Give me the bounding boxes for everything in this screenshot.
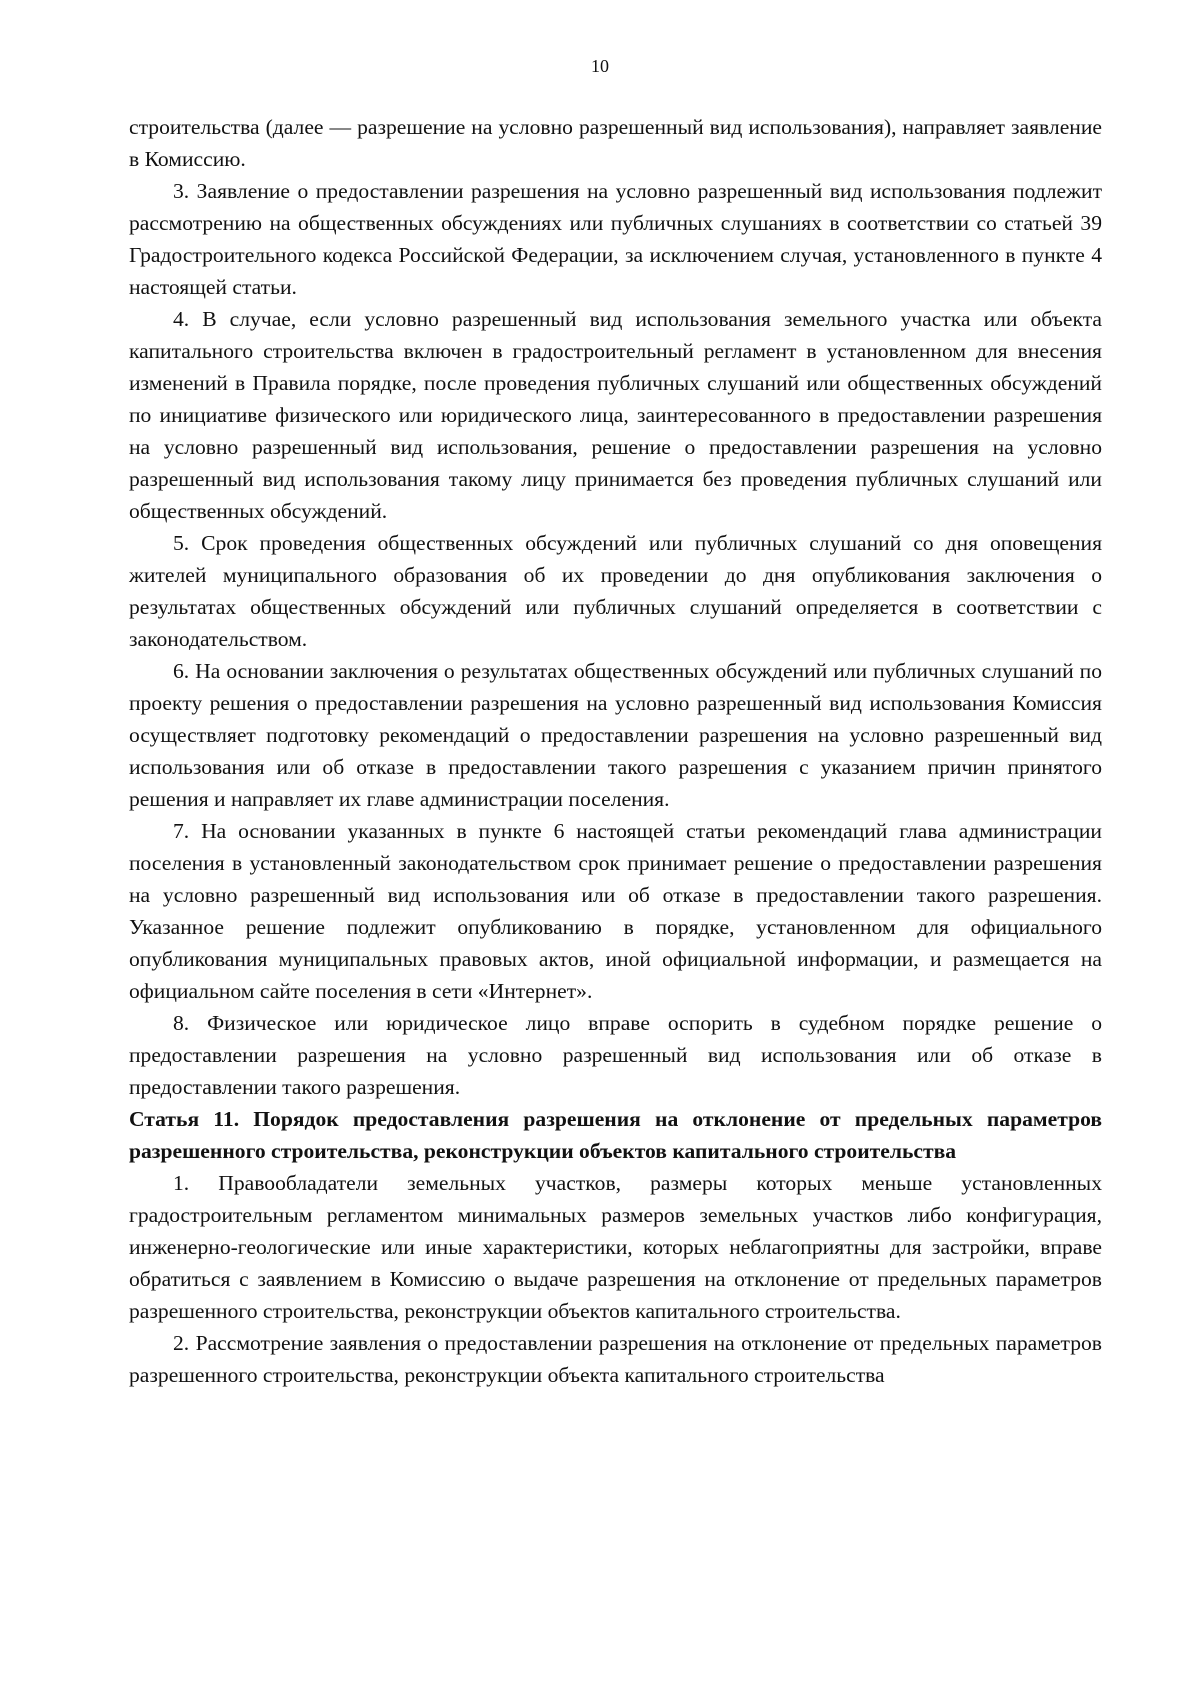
paragraph-item-4: 4. В случае, если условно разрешенный вид использования земельного участка или объекта капитального строительства включен в градостроительный регламент в установленном для внесения изменений в Правила порядке, после проведения публичных слушаний или общественных обсуждений по инициативе физического или юридического лица, заинтересованного в предоставлении разрешения на условно разрешенный вид использования, решение о предоставлении разрешения на условно разрешенный вид использования такому лицу принимается без проведения публичных слушаний или общественных обсуждений. (129, 307, 1102, 523)
paragraph-item-7: 7. На основании указанных в пункте 6 настоящей статьи рекомендаций глава администрации поселения в установленный законодательством срок принимает решение о предоставлении разрешения на условно разрешенный вид использования или об отказе в предоставлении такого разрешения. Указанное решение подлежит опубликованию в порядке, установленном для официального опубликования муниципальных правовых актов, иной официальной информации, и размещается на официальном сайте поселения в сети «Интернет». (129, 819, 1102, 1003)
paragraph-item-8: 8. Физическое или юридическое лицо вправе оспорить в судебном порядке решение о предоставлении разрешения на условно разрешенный вид использования или об отказе в предоставлении такого разрешения. (129, 1011, 1102, 1099)
article-11-item-1: 1. Правообладатели земельных участков, размеры которых меньше установленных градостроительным регламентом минимальных размеров земельных участков либо конфигурация, инженерно-геологические или иные характеристики, которых неблагоприятны для застройки, вправе обратиться с заявлением в Комиссию о выдаче разрешения на отклонение от предельных параметров разрешенного строительства, реконструкции объектов капитального строительства. (129, 1171, 1102, 1323)
page-number: 10 (591, 56, 609, 76)
paragraph-item-5: 5. Срок проведения общественных обсуждений или публичных слушаний со дня оповещения жителей муниципального образования об их проведении до дня опубликования заключения о результатах общественных обсуждений или публичных слушаний определяется в соответствии с законодательством. (129, 531, 1102, 651)
paragraph-item-6: 6. На основании заключения о результатах общественных обсуждений или публичных слушаний по проекту решения о предоставлении разрешения на условно разрешенный вид использования Комиссия осуществляет подготовку рекомендаций о предоставлении разрешения на условно разрешенный вид использования или об отказе в предоставлении такого разрешения с указанием причин принятого решения и направляет их главе администрации поселения. (129, 659, 1102, 811)
document-body (129, 111, 1102, 1391)
paragraph-item-3: 3. Заявление о предоставлении разрешения на условно разрешенный вид использования подлежит рассмотрению на общественных обсуждениях или публичных слушаниях в соответствии со статьей 39 Градостроительного кодекса Российской Федерации, за исключением случая, установленного в пункте 4 настоящей статьи. (129, 179, 1102, 299)
article-11-heading: Статья 11. Порядок предоставления разрешения на отклонение от предельных параметров разрешенного строительства, реконструкции объектов капитального строительства (129, 1107, 1102, 1163)
paragraph-continuation: строительства (далее — разрешение на условно разрешенный вид использования), направляет заявление в Комиссию. (129, 115, 1102, 171)
article-11-item-2: 2. Рассмотрение заявления о предоставлении разрешения на отклонение от предельных параметров разрешенного строительства, реконструкции объекта капитального строительства (129, 1331, 1102, 1387)
